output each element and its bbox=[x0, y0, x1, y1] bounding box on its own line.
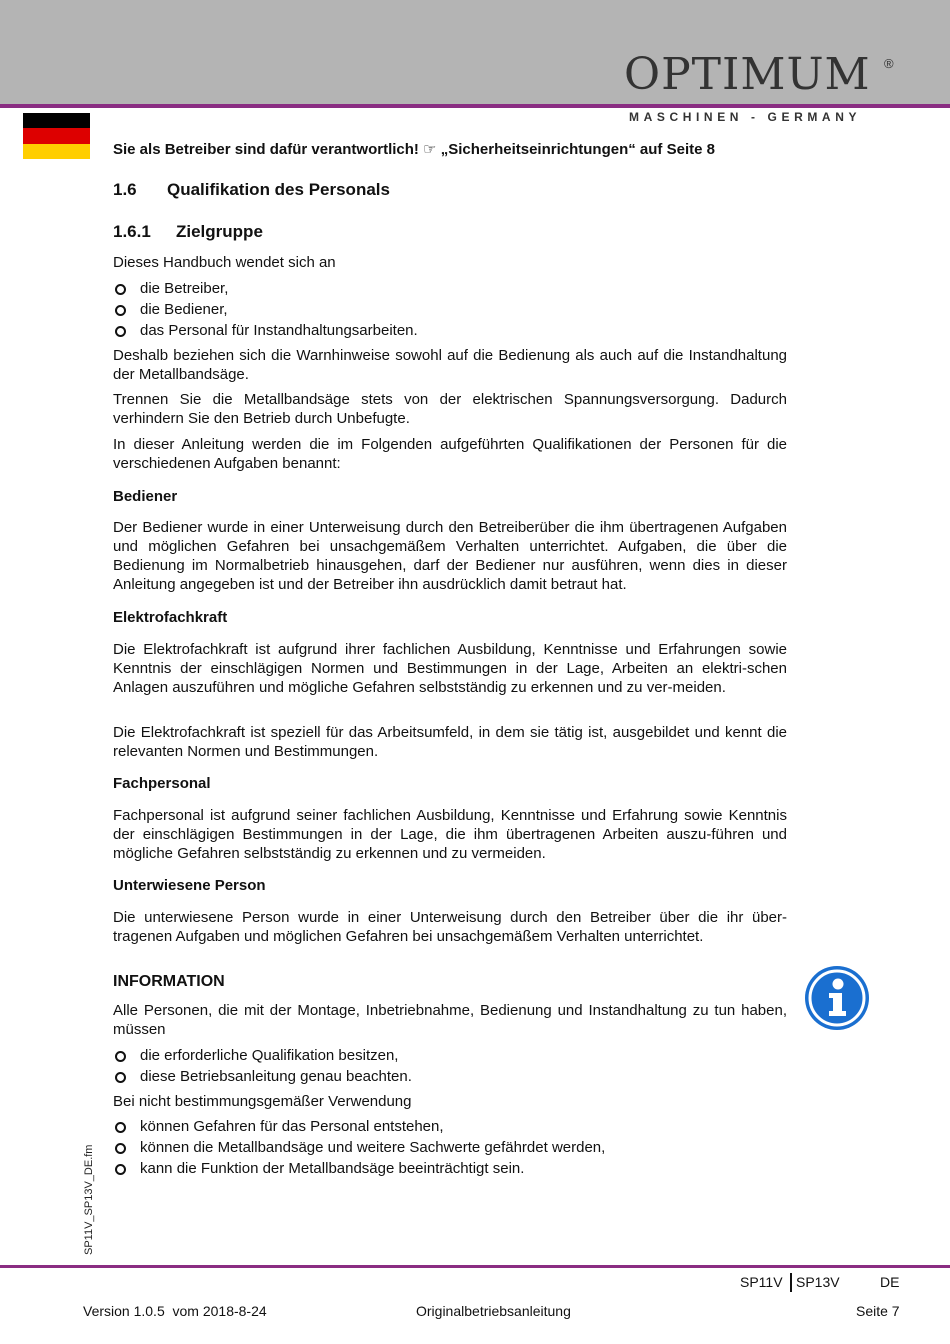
file-name-label: SP11V_SP13V_DE.fm bbox=[83, 1144, 95, 1255]
intro-text: Sie als Betreiber sind dafür verantwortlich! bbox=[113, 141, 419, 158]
role-description: Die Elektrofachkraft ist speziell für das Arbeitsumfeld, in dem sie tätig ist, ausgebildet und kennt die relevanten Normen und Bestimmungen. bbox=[113, 724, 787, 760]
info-paragraph: Alle Personen, die mit der Montage, Inbetriebnahme, Bedienung und Instandhaltung zu tun haben, müssen bbox=[113, 1002, 787, 1038]
german-flag-icon bbox=[23, 113, 90, 159]
pointing-hand-icon: ☞ bbox=[423, 141, 437, 158]
model-name: SP13V bbox=[796, 1274, 840, 1290]
role-description: Die unterwiesene Person wurde in einer Unterweisung durch den Betreiber über die ihr über-tragenen Aufgaben und möglichen Gefahren bei unsachgemäßem Verhalten unterrichtet. bbox=[113, 909, 787, 945]
registered-mark: ® bbox=[884, 56, 894, 71]
role-heading: Unterwiesene Person bbox=[113, 877, 266, 894]
role-heading: Bediener bbox=[113, 488, 178, 505]
bullet-icon bbox=[115, 1164, 126, 1175]
info-paragraph: Bei nicht bestimmungsgemäßer Verwendung bbox=[113, 1093, 412, 1110]
section-heading bbox=[113, 180, 787, 199]
intro-line bbox=[113, 140, 787, 159]
brand-tagline: MASCHINEN - GERMANY bbox=[629, 110, 862, 124]
page-number: Seite 7 bbox=[856, 1303, 900, 1319]
bullet-icon bbox=[115, 1143, 126, 1154]
bullet-icon bbox=[115, 326, 126, 337]
section-title: Qualifikation des Personals bbox=[167, 180, 390, 199]
role-heading: Elektrofachkraft bbox=[113, 609, 228, 626]
bullet-icon bbox=[115, 284, 126, 295]
paragraph: Trennen Sie die Metallbandsäge stets von der elektrischen Spannungsversorgung. Dadurch verhindern Sie den Betrieb durch Unbefugte. bbox=[113, 391, 787, 427]
model-separator bbox=[790, 1273, 792, 1292]
role-description: Die Elektrofachkraft ist aufgrund ihrer fachlichen Ausbildung, Kenntnisse und Erfahrungen sowie Kenntnis der einschlägigen Normen und Bestimmungen in der Lage, Arbeiten an elektri-schen Anlagen auszuführen und mögliche Gefahren selbstständig zu erkennen und zu ver-meiden. bbox=[113, 641, 787, 696]
role-description: Fachpersonal ist aufgrund seiner fachlichen Ausbildung, Kenntnisse und Erfahrung sowie Kenntnis der einschlägigen Bestimmungen in der Lage, die ihm übertragenen Arbeiten auszu-führen und mögliche Gefahren selbstständig zu erkennen und zu vermeiden. bbox=[113, 807, 787, 862]
subsection-number: 1.6.1 bbox=[113, 222, 151, 241]
version-info: Version 1.0.5 vom 2018-8-24 bbox=[83, 1303, 267, 1319]
document-type: Originalbetriebsanleitung bbox=[416, 1303, 571, 1319]
paragraph: Dieses Handbuch wendet sich an bbox=[113, 254, 336, 271]
brand-logo: OPTIMUM bbox=[624, 49, 871, 100]
role-description: Der Bediener wurde in einer Unterweisung durch den Betreiberüber die ihm übertragenen Aufgaben und möglichen Gefahren bei unsachgemäßem Verhalten unterrichtet. Aufgaben, die über die Bedienung im Normalbetrieb hinausgehen, darf der Bediener nur ausführen, wenn dies in dieser Anleitung angegeben ist und der Betreiber ihn ausdrücklich damit betraut hat. bbox=[113, 519, 787, 593]
bullet-icon bbox=[115, 1051, 126, 1062]
paragraph: In dieser Anleitung werden die im Folgenden aufgeführten Qualifikationen der Personen für die verschiedenen Aufgaben benannt: bbox=[113, 436, 787, 472]
cross-reference-link[interactable]: „Sicherheitseinrichtungen“ auf Seite 8 bbox=[440, 141, 715, 158]
subsection-title: Zielgruppe bbox=[176, 222, 263, 241]
subsection-heading bbox=[113, 222, 787, 241]
model-name: SP11V bbox=[740, 1274, 783, 1290]
footer-divider bbox=[0, 1265, 950, 1268]
bullet-icon bbox=[115, 1072, 126, 1083]
info-icon bbox=[805, 966, 869, 1030]
header-divider bbox=[0, 104, 950, 108]
role-heading: Fachpersonal bbox=[113, 775, 211, 792]
info-heading: INFORMATION bbox=[113, 973, 225, 990]
section-number: 1.6 bbox=[113, 180, 137, 199]
language-code: DE bbox=[880, 1274, 900, 1290]
bullet-icon bbox=[115, 305, 126, 316]
paragraph: Deshalb beziehen sich die Warnhinweise sowohl auf die Bedienung als auch auf die Instandhaltung der Metallbandsäge. bbox=[113, 347, 787, 383]
bullet-icon bbox=[115, 1122, 126, 1133]
